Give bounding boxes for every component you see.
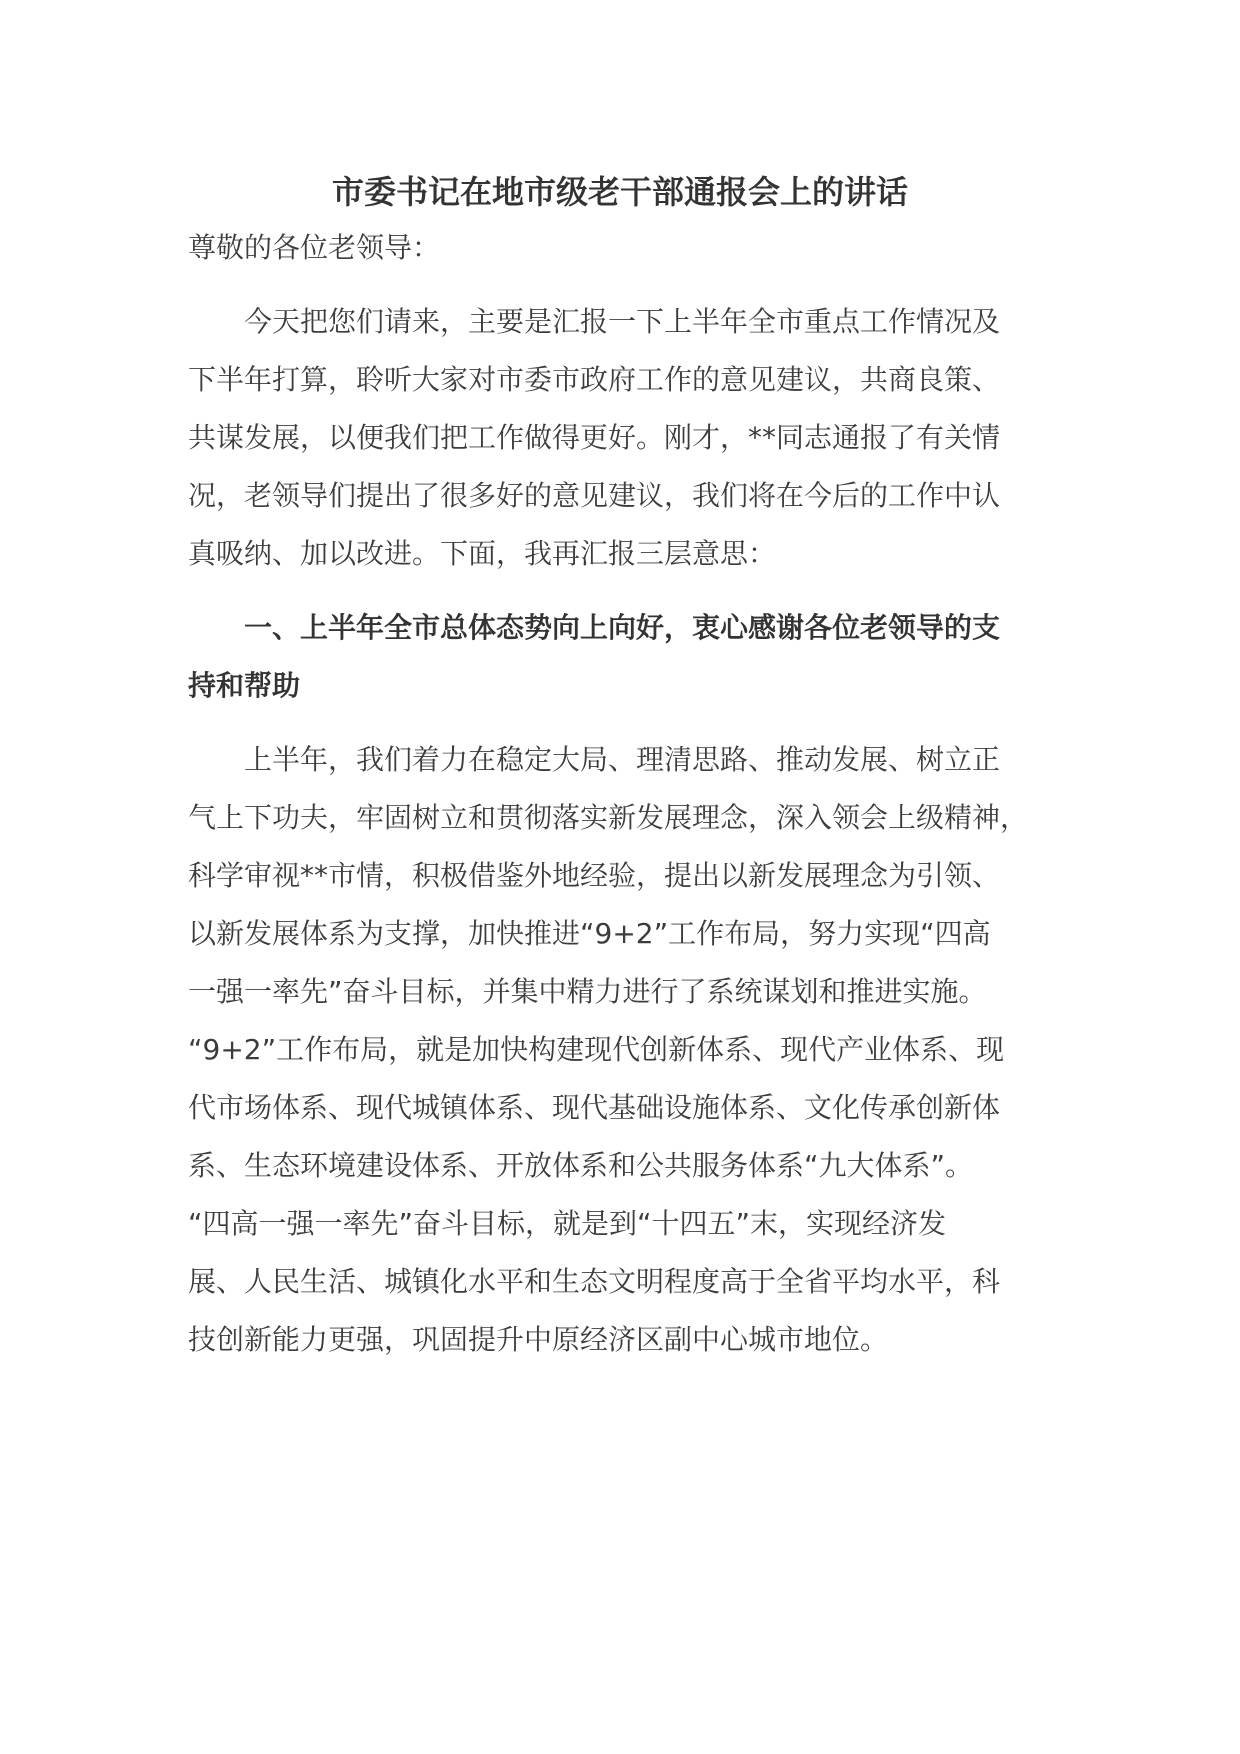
text-line: 技创新能力更强，巩固提升中原经济区副中心城市地位。 (188, 1323, 889, 1356)
heading-line: 持和帮助 (188, 669, 301, 702)
text-line: 系、生态环境建设体系、开放体系和公共服务体系“九大体系”。 (188, 1149, 974, 1182)
salutation: 尊敬的各位老领导： (188, 231, 441, 264)
text-line: 上半年，我们着力在稳定大局、理清思路、推动发展、树立正 (188, 743, 1001, 776)
document-title: 市委书记在地市级老干部通报会上的讲话 (331, 173, 908, 211)
text-line: 下半年打算，聆听大家对市委市政府工作的意见建议，共商良策、 (188, 363, 1001, 396)
text-line: 气上下功夫，牢固树立和贯彻落实新发展理念，深入领会上级精神， (188, 801, 1029, 834)
text-line: 共谋发展，以便我们把工作做得更好。刚才，**同志通报了有关情 (188, 421, 1001, 454)
text-line: 一强一率先”奋斗目标，并集中精力进行了系统谋划和推进实施。 (188, 975, 987, 1008)
text-line: 真吸纳、加以改进。下面，我再汇报三层意思： (188, 537, 777, 570)
text-line: 代市场体系、现代城镇体系、现代基础设施体系、文化传承创新体 (188, 1091, 1001, 1124)
text-line: 以新发展体系为支撑，加快推进“9+2”工作布局，努力实现“四高 (188, 917, 991, 950)
text-line: 展、人民生活、城镇化水平和生态文明程度高于全省平均水平，科 (188, 1265, 1001, 1298)
heading-line: 一、上半年全市总体态势向上向好，衷心感谢各位老领导的支 (188, 611, 1001, 644)
text-line: 今天把您们请来，主要是汇报一下上半年全市重点工作情况及 (188, 305, 1001, 338)
text-line: 况，老领导们提出了很多好的意见建议，我们将在今后的工作中认 (188, 479, 1001, 512)
text-line: “四高一强一率先”奋斗目标，就是到“十四五”末，实现经济发 (188, 1207, 947, 1240)
text-line: “9+2”工作布局，就是加快构建现代创新体系、现代产业体系、现 (188, 1033, 1005, 1066)
text-line: 科学审视**市情，积极借鉴外地经验，提出以新发展理念为引领、 (188, 859, 1001, 892)
